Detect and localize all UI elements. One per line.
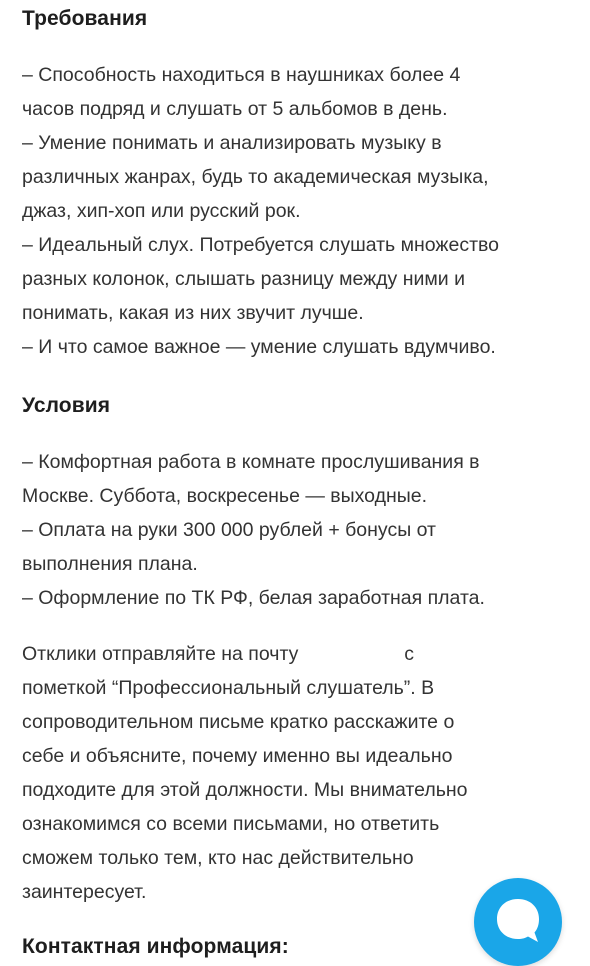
chat-button[interactable] [474, 878, 562, 966]
contact-heading: Контактная информация: [22, 935, 289, 958]
email-redacted [304, 645, 399, 665]
requirements-list [22, 58, 499, 364]
reply-line: себе и объясните, почему именно вы идеально [22, 745, 453, 767]
requirements-line: – И что самое важное — умение слушать вдумчиво. [22, 336, 496, 358]
reply-first-line [22, 637, 468, 671]
reply-line-end: с [404, 643, 414, 665]
reply-line: подходите для этой должности. Мы внимательно [22, 779, 468, 801]
conditions-line: – Оплата на руки 300 000 рублей + бонусы от [22, 519, 436, 541]
requirements-line: часов подряд и слушать от 5 альбомов в день. [22, 98, 448, 120]
reply-line: сопроводительном письме кратко расскажите о [22, 711, 455, 733]
reply-line: пометкой “Профессиональный слушатель”. В [22, 677, 435, 699]
conditions-line: – Оформление по ТК РФ, белая заработная плата. [22, 587, 485, 609]
reply-line: сможем только тем, кто нас действительно [22, 847, 414, 869]
conditions-line: – Комфортная работа в комнате прослушивания в [22, 451, 480, 473]
requirements-line: различных жанрах, будь то академическая музыка, [22, 166, 489, 188]
reply-line-start: Отклики отправляйте на почту [22, 643, 299, 665]
requirements-line: – Способность находиться в наушниках более 4 [22, 64, 461, 86]
conditions-line: Москве. Суббота, воскресенье — выходные. [22, 485, 428, 507]
requirements-heading: Требования [22, 7, 148, 30]
requirements-line: – Умение понимать и анализировать музыку в [22, 132, 442, 154]
conditions-list [22, 445, 485, 615]
requirements-line: – Идеальный слух. Потребуется слушать множество [22, 234, 499, 256]
requirements-line: джаз, хип-хоп или русский рок. [22, 200, 301, 222]
conditions-heading: Условия [22, 394, 111, 417]
requirements-line: понимать, какая из них звучит лучше. [22, 302, 364, 324]
requirements-line: разных колонок, слышать разницу между ними и [22, 268, 465, 290]
reply-paragraph [22, 637, 468, 909]
conditions-line: выполнения плана. [22, 553, 198, 575]
reply-line: заинтересует. [22, 881, 147, 903]
reply-line: ознакомимся со всеми письмами, но ответить [22, 813, 440, 835]
chat-bubble-icon [494, 896, 542, 946]
